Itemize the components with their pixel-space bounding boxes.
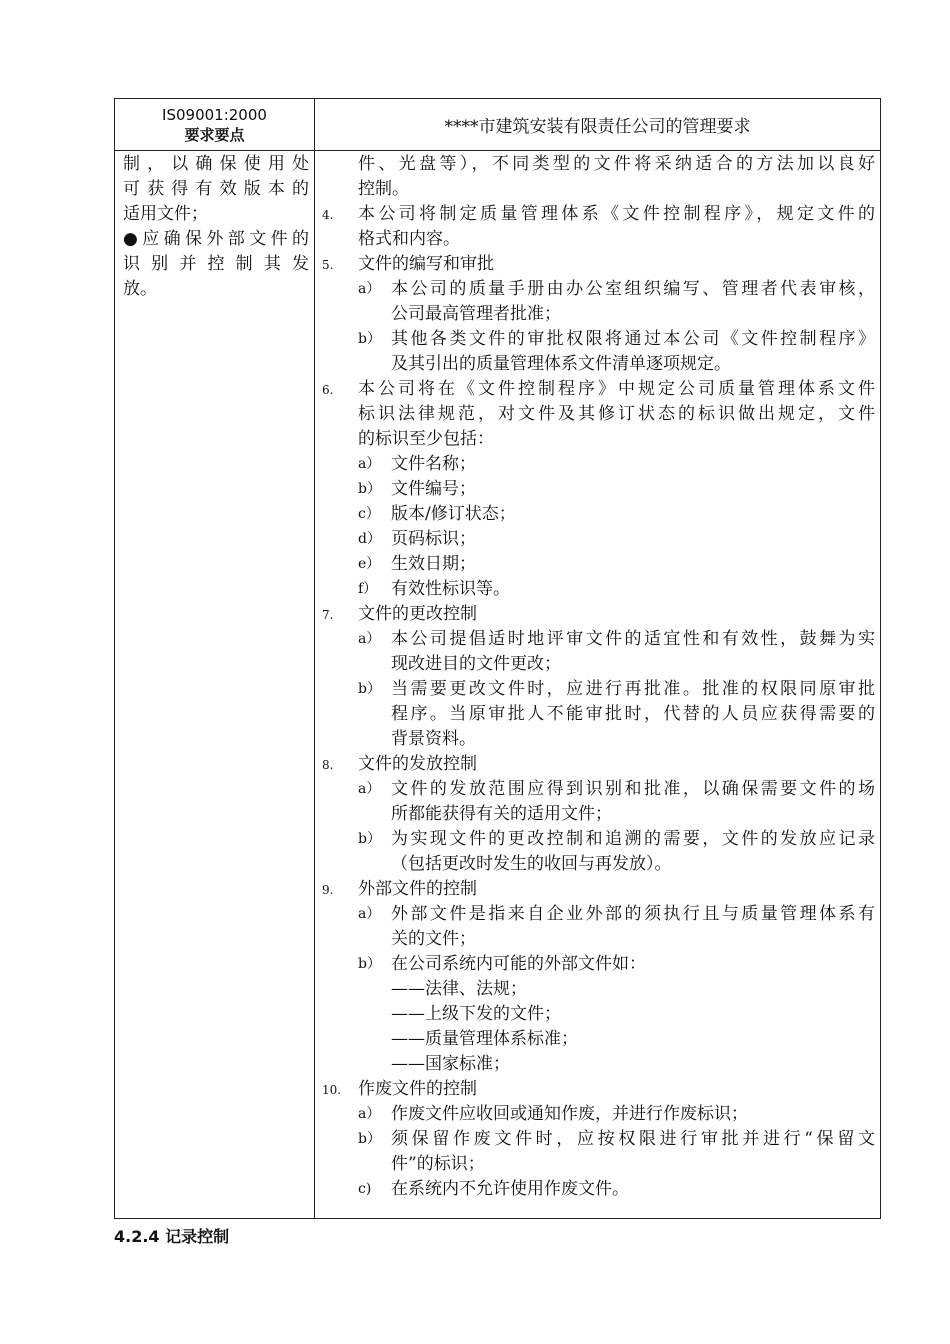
item-text: 本公司将制定质量管理体系《文件控制程序》，规定文件的: [358, 204, 875, 224]
sub-item-text: 为实现文件的更改控制和追溯的需要，文件的发放应记录: [391, 829, 875, 849]
sub-item-text: 程序。当原审批人不能审批时，代替的人员应获得需要的: [391, 704, 875, 724]
sub-item-label: a）: [358, 281, 381, 297]
left-line: 可获得有效版本的: [123, 179, 309, 199]
sub-item-label: e）: [358, 556, 381, 572]
item-number: 6.: [322, 383, 334, 397]
header-right-cell: ****市建筑安装有限责任公司的管理要求: [444, 117, 751, 137]
item-text: 外部文件的控制: [358, 879, 477, 899]
requirements-table: [114, 98, 881, 1219]
sub-item-text: 生效日期；: [391, 554, 476, 574]
item-text: 的标识至少包括：: [358, 429, 494, 449]
sub-item-text: 本公司提倡适时地评审文件的适宜性和有效性，鼓舞为实: [391, 629, 875, 649]
sub-item-label: a）: [358, 631, 381, 647]
sub-item-text: 文件编号；: [391, 479, 476, 499]
sub-item-text: 及其引出的质量管理体系文件清单逐项规定。: [391, 354, 731, 374]
continuation-line: 件、光盘等），不同类型的文件将采纳适合的方法加以良好: [358, 154, 875, 174]
sub-item-text: 作废文件应收回或通知作废，并进行作废标识；: [391, 1104, 748, 1124]
item-text: 作废文件的控制: [358, 1079, 477, 1099]
sub-item-text: 外部文件是指来自企业外部的须执行且与质量管理体系有: [391, 904, 875, 924]
sub-item-text: 本公司的质量手册由办公室组织编写、管理者代表审核，: [391, 279, 875, 299]
requirement-points-label: 要求要点: [184, 125, 245, 144]
sub-item-text: 关的文件；: [391, 929, 476, 949]
sub-item-text: 公司最高管理者批准；: [391, 304, 561, 324]
sub-item-text: 件”的标识；: [391, 1154, 485, 1174]
sub-item-text: 所都能获得有关的适用文件；: [391, 804, 612, 824]
item-number: 5.: [322, 258, 334, 272]
sub-item-text: 版本/修订状态；: [391, 504, 516, 524]
sub-item-label: c）: [358, 506, 380, 522]
item-number: 9.: [322, 883, 334, 897]
item-text: 本公司将在《文件控制程序》中规定公司质量管理体系文件: [358, 379, 875, 399]
column-divider: [314, 99, 315, 1218]
sub-item-text: 在公司系统内可能的外部文件如：: [391, 954, 646, 974]
sub-item-label: f）: [358, 581, 378, 597]
sub-item-text: 须保留作废文件时，应按权限进行审批并进行“保留文: [391, 1129, 875, 1149]
item-number: 8.: [322, 758, 334, 772]
item-text: 文件的发放控制: [358, 754, 477, 774]
left-line: 识别并控制其发: [123, 254, 309, 274]
sub-item-label: c): [358, 1181, 372, 1197]
sub-item-label: d）: [358, 531, 381, 547]
sub-item-text: 文件的发放范围应得到识别和批准，以确保需要文件的场: [391, 779, 875, 799]
sub-item-text: 在系统内不允许使用作废文件。: [391, 1179, 629, 1199]
sub-item-label: a）: [358, 906, 381, 922]
sub-item-label: b）: [358, 331, 381, 347]
left-line: 适用文件；: [123, 204, 208, 224]
left-line: 放。: [123, 279, 157, 299]
item-number: 10.: [322, 1083, 342, 1097]
sub-item-text: 其他各类文件的审批权限将通过本公司《文件控制程序》: [391, 329, 875, 349]
sub-item-label: a）: [358, 456, 381, 472]
dash-item: ——法律、法规；: [391, 979, 527, 999]
sub-item-text: 有效性标识等。: [391, 579, 510, 599]
item-number: 7.: [322, 608, 334, 622]
sub-item-label: b）: [358, 481, 381, 497]
left-bullet-line: ●应确保外部文件的: [123, 229, 309, 249]
iso-standard-label: IS09001:2000: [162, 105, 267, 124]
sub-item-label: a）: [358, 781, 381, 797]
item-number: 4.: [322, 208, 334, 222]
dash-item: ——上级下发的文件；: [391, 1004, 561, 1024]
dash-item: ——国家标准；: [391, 1054, 510, 1074]
sub-item-label: a）: [358, 1106, 381, 1122]
sub-item-label: b）: [358, 1131, 381, 1147]
sub-item-text: （包括更改时发生的收回与再发放）。: [391, 854, 672, 874]
sub-item-text: 文件名称；: [391, 454, 476, 474]
sub-item-text: 背景资料。: [391, 729, 476, 749]
item-text: 文件的编写和审批: [358, 254, 494, 274]
sub-item-text: 当需要更改文件时，应进行再批准。批准的权限同原审批: [391, 679, 875, 699]
sub-item-label: b）: [358, 831, 381, 847]
header-divider: [115, 150, 880, 151]
sub-item-label: b）: [358, 681, 381, 697]
continuation-line: 控制。: [358, 179, 409, 199]
item-text: 格式和内容。: [358, 229, 460, 249]
section-heading-record-control: 4.2.4 记录控制: [114, 1227, 230, 1246]
header-left-cell: [115, 99, 314, 150]
sub-item-text: 页码标识；: [391, 529, 476, 549]
left-line: 制，以确保使用处: [123, 154, 309, 174]
left-column-text: [123, 152, 309, 302]
item-text: 文件的更改控制: [358, 604, 477, 624]
sub-item-text: 现改进目的文件更改；: [391, 654, 561, 674]
right-column-text: [322, 152, 875, 1202]
sub-item-label: b）: [358, 956, 381, 972]
item-text: 标识法律规范，对文件及其修订状态的标识做出规定，文件: [358, 404, 875, 424]
dash-item: ——质量管理体系标准；: [391, 1029, 578, 1049]
